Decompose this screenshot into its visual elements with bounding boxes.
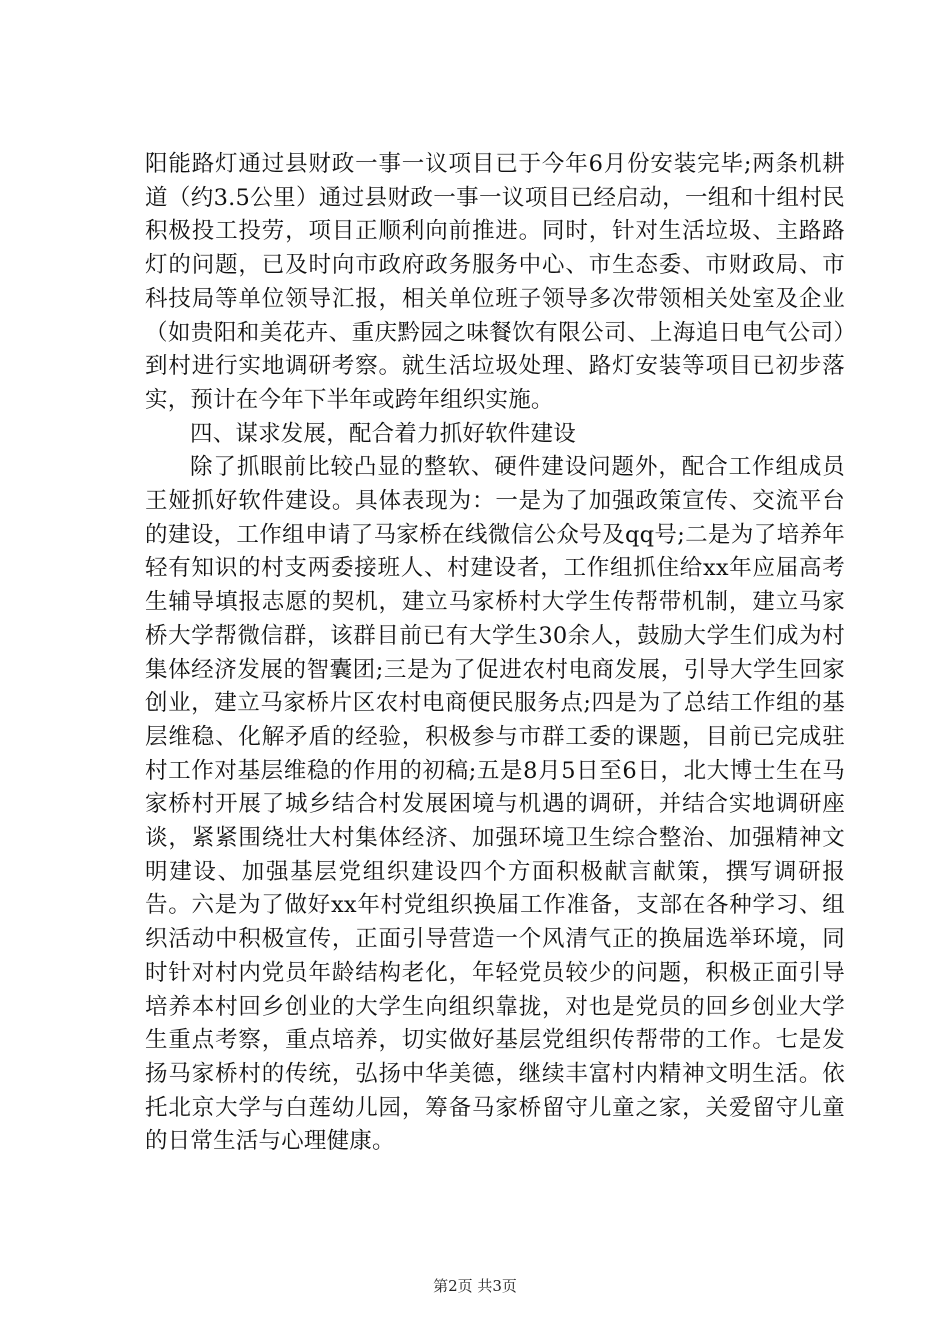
page-number: 第2页 共3页: [433, 1277, 517, 1295]
paragraph-continuation: 阳能路灯通过县财政一事一议项目已于今年6月份安装完毕;两条机耕道（约3.5公里）通过县财政一事一议项目已经启动，一组和十组村民积极投工投劳，项目正顺利向前推进。同时，针对生活垃圾、主路路灯的问题，已及时向市政府政务服务中心、市生态委、市财政局、市科技局等单位领导汇报，相关单位班子领导多次带领相关处室及企业（如贵阳和美花卉、重庆黔园之味餐饮有限公司、上海追日电气公司）到村进行实地调研考察。就生活垃圾处理、路灯安装等项目已初步落实，预计在今年下半年或跨年组织实施。: [145, 151, 845, 413]
paragraph-body: 除了抓眼前比较凸显的整软、硬件建设问题外，配合工作组成员王娅抓好软件建设。具体表现为：一是为了加强政策宣传、交流平台的建设，工作组申请了马家桥在线微信公众号及qq号;二是为了培养年轻有知识的村支两委接班人、村建设者，工作组抓住给xx年应届高考生辅导填报志愿的契机，建立马家桥村大学生传帮带机制，建立马家桥大学帮微信群，该群目前已有大学生30余人，鼓励大学生们成为村集体经济发展的智囊团;三是为了促进农村电商发展，引导大学生回家创业，建立马家桥片区农村电商便民服务点;四是为了总结工作组的基层维稳、化解矛盾的经验，积极参与市群工委的课题，目前已完成驻村工作对基层维稳的作用的初稿;五是8月5日至6日，北大博士生在马家桥村开展了城乡结合村发展困境与机遇的调研，并结合实地调研座谈，紧紧围绕壮大村集体经济、加强环境卫生综合整治、加强精神文明建设、加强基层党组织建设四个方面积极献言献策，撰写调研报告。六是为了做好xx年村党组织换届工作准备，支部在各种学习、组织活动中积极宣传，正面引导营造一个风清气正的换届选举环境，同时针对村内党员年龄结构老化，年轻党员较少的问题，积极正面引导培养本村回乡创业的大学生向组织靠拢，对也是党员的回乡创业大学生重点考察，重点培养，切实做好基层党组织传帮带的工作。七是发扬马家桥村的传统，弘扬中华美德，继续丰富村内精神文明生活。依托北京大学与白莲幼儿园，筹备马家桥留守儿童之家，关爱留守儿童的日常生活与心理健康。: [145, 454, 845, 1155]
section-heading: 四、谋求发展，配合着力抓好软件建设: [190, 420, 576, 447]
page-footer: [0, 1276, 950, 1296]
document-body: [145, 148, 845, 1159]
